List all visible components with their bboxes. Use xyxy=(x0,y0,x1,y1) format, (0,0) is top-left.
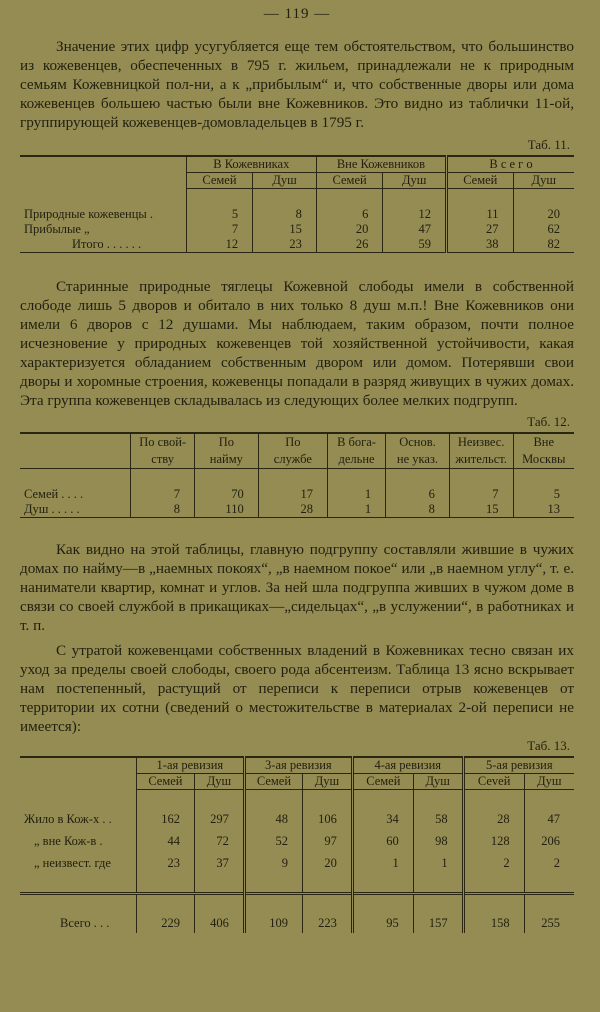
cell: 7 xyxy=(449,487,513,502)
cell: 229 xyxy=(136,913,194,933)
cell: 34 xyxy=(352,808,413,830)
cell: 38 xyxy=(447,237,513,253)
cell: 11 xyxy=(447,207,513,222)
cell: 1 xyxy=(413,852,463,874)
table-13-subheader: Душ xyxy=(303,774,353,790)
cell: 2 xyxy=(524,852,574,874)
table-11-group-2: Вне Кожевников xyxy=(316,156,446,173)
table-row xyxy=(20,237,574,253)
table-13-subheader: Душ xyxy=(413,774,463,790)
cell: 6 xyxy=(386,487,450,502)
table-11-subheader: Душ xyxy=(253,173,317,189)
cell: 158 xyxy=(463,913,524,933)
table-11-group-1: В Кожевниках xyxy=(186,156,316,173)
row-label: „ вне Кож-в . xyxy=(34,833,103,848)
cell: 20 xyxy=(316,222,382,237)
table-row xyxy=(20,808,574,830)
table-row xyxy=(20,222,574,237)
cell: 1 xyxy=(352,852,413,874)
table-12-header: По найму xyxy=(195,433,259,469)
table-row xyxy=(20,487,574,502)
cell: 58 xyxy=(413,808,463,830)
row-label: Всего . . . xyxy=(60,915,110,930)
table-11-subheader: Семей xyxy=(186,173,252,189)
cell: 28 xyxy=(463,808,524,830)
cell: 82 xyxy=(513,237,574,253)
cell: 7 xyxy=(186,222,252,237)
table-13-label: Таб. 13. xyxy=(527,738,570,753)
row-label: Душ . . . . . xyxy=(24,502,80,516)
cell: 8 xyxy=(386,502,450,518)
table-13-subheader: Семей xyxy=(244,774,302,790)
table-11-subheader: Семей xyxy=(316,173,382,189)
table-13 xyxy=(20,756,574,933)
table-row xyxy=(20,502,574,518)
cell: 48 xyxy=(244,808,302,830)
table-row xyxy=(20,830,574,852)
table-row xyxy=(20,207,574,222)
cell: 60 xyxy=(352,830,413,852)
table-13-group-2: 3-ая ревизия xyxy=(244,757,352,774)
cell: 1 xyxy=(327,502,385,518)
cell: 62 xyxy=(513,222,574,237)
table-13-subheader: Семей xyxy=(352,774,413,790)
cell: 406 xyxy=(194,913,244,933)
cell: 52 xyxy=(244,830,302,852)
table-13-group-4: 5-ая ревизия xyxy=(463,757,574,774)
cell: 98 xyxy=(413,830,463,852)
cell: 37 xyxy=(194,852,244,874)
cell: 255 xyxy=(524,913,574,933)
cell: 5 xyxy=(513,487,574,502)
page-number: — 119 — xyxy=(263,6,331,22)
cell: 47 xyxy=(524,808,574,830)
cell: 110 xyxy=(195,502,259,518)
cell: 128 xyxy=(463,830,524,852)
table-12-header: В бога- дельне xyxy=(327,433,385,469)
table-12-header: Основ. не указ. xyxy=(386,433,450,469)
table-12 xyxy=(20,432,574,518)
cell: 1 xyxy=(327,487,385,502)
row-label: Природные кожевенцы . xyxy=(24,207,154,221)
cell: 15 xyxy=(253,222,317,237)
cell: 157 xyxy=(413,913,463,933)
table-total-row xyxy=(20,913,574,933)
cell: 5 xyxy=(186,207,252,222)
row-label: Прибылые „ xyxy=(24,222,90,236)
table-12-header: По свой- ству xyxy=(131,433,195,469)
cell: 223 xyxy=(303,913,353,933)
cell: 20 xyxy=(513,207,574,222)
cell: 206 xyxy=(524,830,574,852)
paragraph-2: Старинные природные тяглецы Кожевной слободы имели в собственной слободе лишь 5 дворов и обитало в них только 8 душ м.п.! Вне Кожевников они имели 6 дворов с 12 душами. Мы наблюдаем, таким образом, почти полное исчезновение у природных кожевенцев той хозяйственной устойчивости, какая характеризуется обладанием собственным двором или домом. Потерявши свои дворы и хоромные строения, кожевенцы попадали в разряд живущих в чужих домах. Эта группа кожевенцев складывалась из следующих более мелких подгрупп. xyxy=(20,278,574,409)
table-13-subheader: Душ xyxy=(524,774,574,790)
table-11-subheader: Душ xyxy=(383,173,447,189)
cell: 2 xyxy=(463,852,524,874)
table-13-subheader: Сеvей xyxy=(463,774,524,790)
table-12-label: Таб. 12. xyxy=(527,414,570,429)
cell: 23 xyxy=(136,852,194,874)
table-11-subheader: Душ xyxy=(513,173,574,189)
cell: 44 xyxy=(136,830,194,852)
table-12-header: Неизвес. жительст. xyxy=(449,433,513,469)
cell: 26 xyxy=(316,237,382,253)
paragraph-1: Значение этих цифр усугубляется еще тем обстоятельством, что большинство из кожевенцев, обеспеченных в 795 г. жильем, принадлежали не к природным семьям Кожевницкой пол-ни, а к „прибылым“ и, что собственные дворы или дома кожевенцев большею частью были вне Кожевников. Это видно из таблички 11-ой, группирующей кожевенцев-домовладельцев в 1795 г. xyxy=(20,38,574,131)
cell: 15 xyxy=(449,502,513,518)
paragraph-4: С утратой кожевенцами собственных владений в Кожевниках тесно связан их уход за пределы своей слободы, своего рода абсентеизм. Таблица 13 ясно вскрывает нам постепенный, растущий от переписи к переписи отрыв кожевенцев от территории их сотни (сведений о местожительстве в материалах 2-ой переписи не имеется): xyxy=(20,642,574,735)
cell: 8 xyxy=(253,207,317,222)
table-12-header: Вне Москвы xyxy=(513,433,574,469)
cell: 9 xyxy=(244,852,302,874)
cell: 162 xyxy=(136,808,194,830)
table-11-label: Таб. 11. xyxy=(527,137,570,152)
row-label: Семей . . . . xyxy=(24,487,84,501)
table-13-subheader: Душ xyxy=(194,774,244,790)
cell: 106 xyxy=(303,808,353,830)
cell: 97 xyxy=(303,830,353,852)
cell: 8 xyxy=(131,502,195,518)
table-11-subheader: Семей xyxy=(447,173,513,189)
cell: 17 xyxy=(258,487,327,502)
row-label: Жило в Кож-х . . xyxy=(24,811,112,826)
cell: 28 xyxy=(258,502,327,518)
row-label: „ неизвест. где xyxy=(34,855,111,870)
cell: 47 xyxy=(383,222,447,237)
table-11-group-3: В с е г о xyxy=(447,156,574,173)
table-11 xyxy=(20,155,574,253)
paragraph-3: Как видно на этой таблицы, главную подгруппу составляли жившие в чужих домах по найму—в „наемных покоях“, „в наемном покое“ или „в наемном углу“, т. е. наниматели квартир, комнат и углов. За ней шла подгруппа живших в чужом доме в связи со своей службой в прикащиках—„сидельцах“, „в услужении“, в работниках и т. п. xyxy=(20,541,574,634)
table-13-group-3: 4-ая ревизия xyxy=(352,757,463,774)
cell: 6 xyxy=(316,207,382,222)
cell: 20 xyxy=(303,852,353,874)
cell: 12 xyxy=(186,237,252,253)
cell: 95 xyxy=(352,913,413,933)
cell: 59 xyxy=(383,237,447,253)
table-12-header: По службе xyxy=(258,433,327,469)
cell: 72 xyxy=(194,830,244,852)
cell: 297 xyxy=(194,808,244,830)
row-label: Итого . . . . . . xyxy=(72,237,142,251)
cell: 70 xyxy=(195,487,259,502)
cell: 109 xyxy=(244,913,302,933)
cell: 7 xyxy=(131,487,195,502)
cell: 27 xyxy=(447,222,513,237)
cell: 23 xyxy=(253,237,317,253)
table-row xyxy=(20,852,574,874)
cell: 12 xyxy=(383,207,447,222)
table-13-group-1: 1-ая ревизия xyxy=(136,757,244,774)
table-13-subheader: Семей xyxy=(136,774,194,790)
cell: 13 xyxy=(513,502,574,518)
